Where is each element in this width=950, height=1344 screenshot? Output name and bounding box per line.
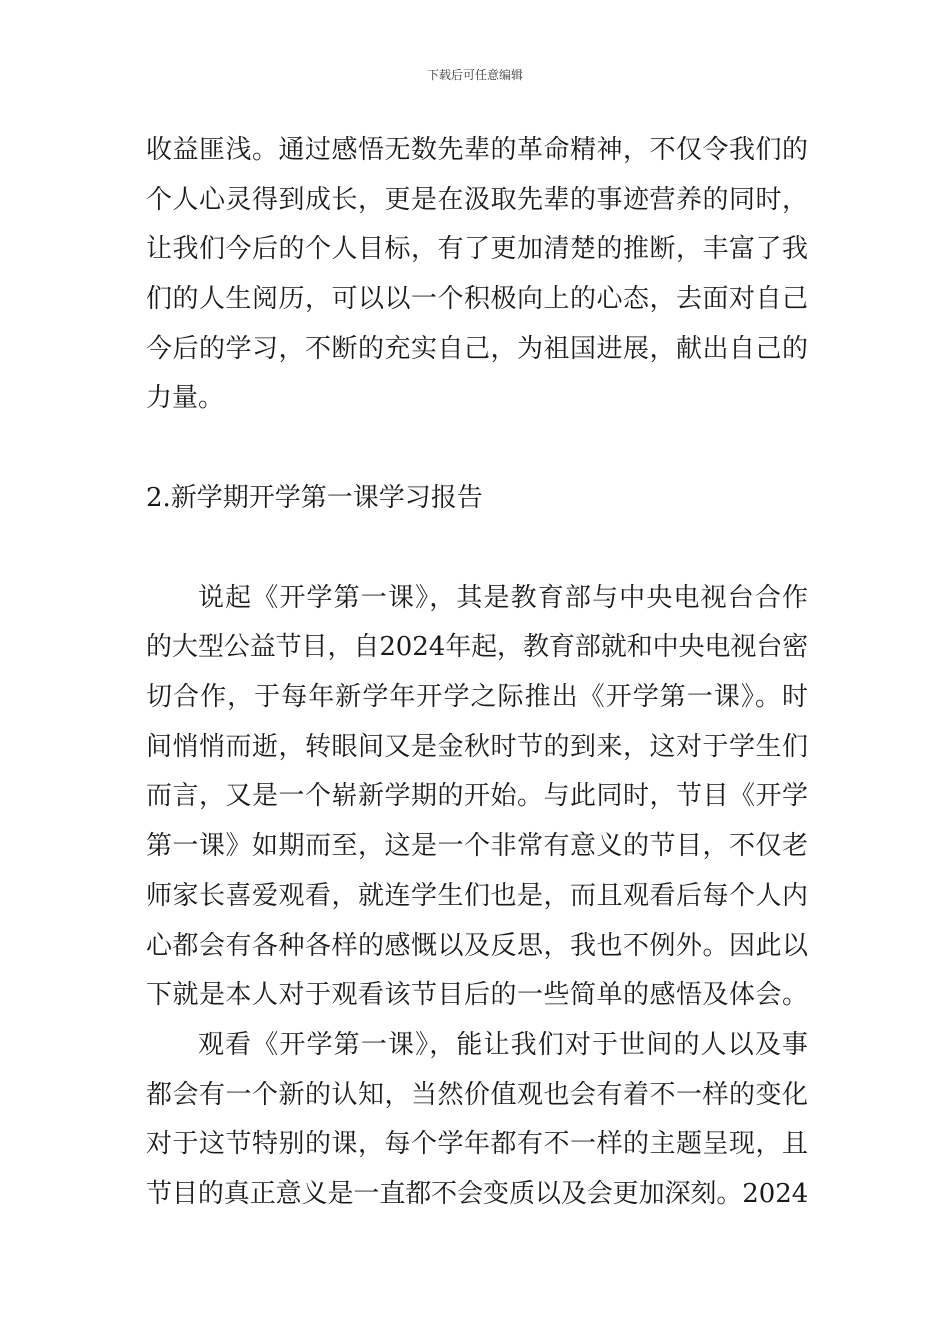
text-line: 让我们今后的个人目标，有了更加清楚的推断，丰富了我 xyxy=(146,234,809,264)
text-line: 对于这节特别的课，每个学年都有不一样的主题呈现，且 xyxy=(146,1129,809,1159)
text-line: 第一课》如期而至，这是一个非常有意义的节目，不仅老 xyxy=(146,831,809,861)
text-line: 力量。 xyxy=(146,383,225,413)
text-line: 都会有一个新的认知，当然价值观也会有着不一样的变化 xyxy=(146,1080,809,1110)
text-line: 的大型公益节目，自2024年起，教育部就和中央电视台密 xyxy=(146,632,809,662)
text-line: 节目的真正意义是一直都不会变质以及会更加深刻。2024 xyxy=(146,1179,809,1209)
text-line: 收益匪浅。通过感悟无数先辈的革命精神，不仅令我们的 xyxy=(146,135,809,165)
text-line: 们的人生阅历，可以以一个积极向上的心态，去面对自己 xyxy=(146,284,809,314)
page-header: 下载后可任意编辑 xyxy=(426,68,523,82)
text-line: 切合作，于每年新学年开学之际推出《开学第一课》。时 xyxy=(146,682,810,712)
text-line: 而言，又是一个崭新学期的开始。与此同时，节目《开学 xyxy=(146,781,809,811)
section-title: 2.新学期开学第一课学习报告 xyxy=(146,483,483,513)
text-line: 师家长喜爱观看，就连学生们也是，而且观看后每个人内 xyxy=(146,881,809,911)
text-line: 今后的学习，不断的充实自己，为祖国进展，献出自己的 xyxy=(146,334,809,364)
text-line: 下就是本人对于观看该节目后的一些简单的感悟及体会。 xyxy=(146,980,809,1010)
text-line: 间悄悄而逝，转眼间又是金秋时节的到来，这对于学生们 xyxy=(146,732,809,762)
text-line: 个人心灵得到成长，更是在汲取先辈的事迹营养的同时， xyxy=(146,185,809,215)
text-line: 说起《开学第一课》，其是教育部与中央电视台合作 xyxy=(198,583,810,613)
text-line: 观看《开学第一课》，能让我们对于世间的人以及事 xyxy=(198,1030,810,1060)
text-line: 心都会有各种各样的感慨以及反思，我也不例外。因此以 xyxy=(146,931,809,961)
